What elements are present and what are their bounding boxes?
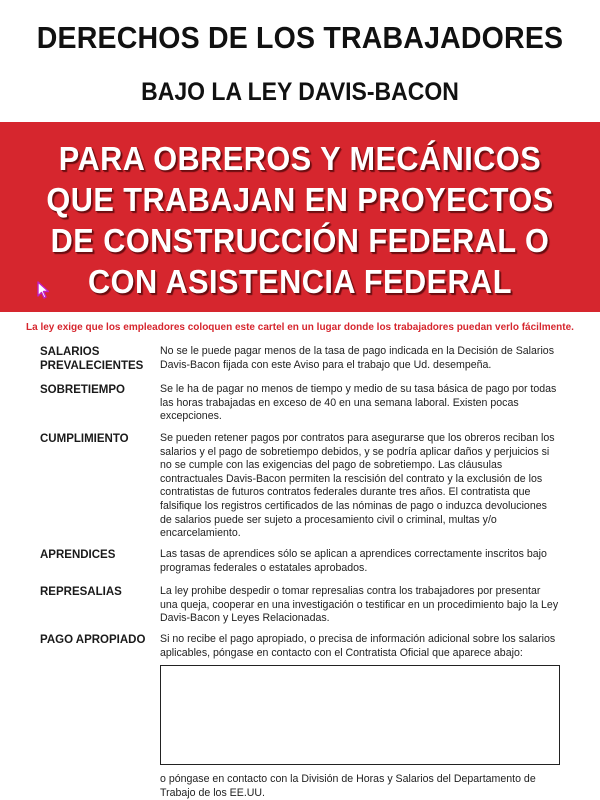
section-text: Las tasas de aprendices sólo se aplican a aprendices correctamente inscritos bajo programas federales o estatales aprobados. [160,548,547,574]
posting-notice: La ley exige que los empleadores coloquen este cartel en un lugar donde los trabajadores puedan verlo fácilmente. [26,322,574,333]
section-text: No se le puede pagar menos de la tasa de pago indicada en la Decisión de Salarios Davis-Bacon fijada con este Aviso para el trabajo que Ud. desempeña. [160,345,554,371]
section-label: PAGO APROPIADO [40,634,146,646]
section-label: APRENDICES [40,549,116,561]
section-text: Si no recibe el pago apropiado, o precisa de información adicional sobre los salarios aplicables, póngase en contacto con el Contratista Oficial que aparece abajo: [160,633,556,659]
poster-title: DERECHOS DE LOS TRABAJADORES [36,20,564,55]
banner-line-4: CON ASISTENCIA FEDERAL [88,263,512,300]
section-text: Se pueden retener pagos por contratos para asegurarse que los obreros reciban los salarios y el pago de sobretiempo debidos, y se podría aplicar daños y perjuicios si no se cumple con las exigencias del pago de sobretiempo. Las cláusulas contractuales Davis-Bacon permiten la rescisión del contrato y la exclusión de los contratistas de futuros contratos federales durante tres años. El contratista que falsifique los registros certificados de las nóminas de pago o induzca devoluciones de salarios puede ser sujeto a procesamiento civil o criminal, multas y/o encarcelamiento. [160,432,555,540]
banner-line-1: PARA OBREROS Y MECÁNICOS [58,140,542,177]
section-label: REPRESALIAS [40,586,122,598]
section-text: Se le ha de pagar no menos de tiempo y medio de su tasa básica de pago por todas las horas trabajadas en exceso de 40 en una semana laboral. Existen pocas excepciones. [160,383,557,423]
contracting-officer-box [160,665,560,765]
section-text: La ley prohibe despedir o tomar represalias contra los trabajadores por presentar una queja, cooperar en una investigación o testificar en un procedimiento bajo la Ley Davis-Bacon y Leyes Relacionadas. [160,585,559,625]
section-label: CUMPLIMIENTO [40,433,129,445]
mouse-pointer-icon [37,281,51,299]
banner-line-2: QUE TRABAJAN EN PROYECTOS [46,181,554,218]
red-banner [0,122,600,312]
footer-contact-text: o póngase en contacto con la División de Horas y Salarios del Departamento de Trabajo de los EE.UU. [160,773,536,799]
section-label: SALARIOS PREVALECIENTES [40,346,144,372]
banner-line-3: DE CONSTRUCCIÓN FEDERAL O [50,222,550,259]
poster-subtitle: BAJO LA LEY DAVIS-BACON [141,78,459,106]
section-label: SOBRETIEMPO [40,384,125,396]
